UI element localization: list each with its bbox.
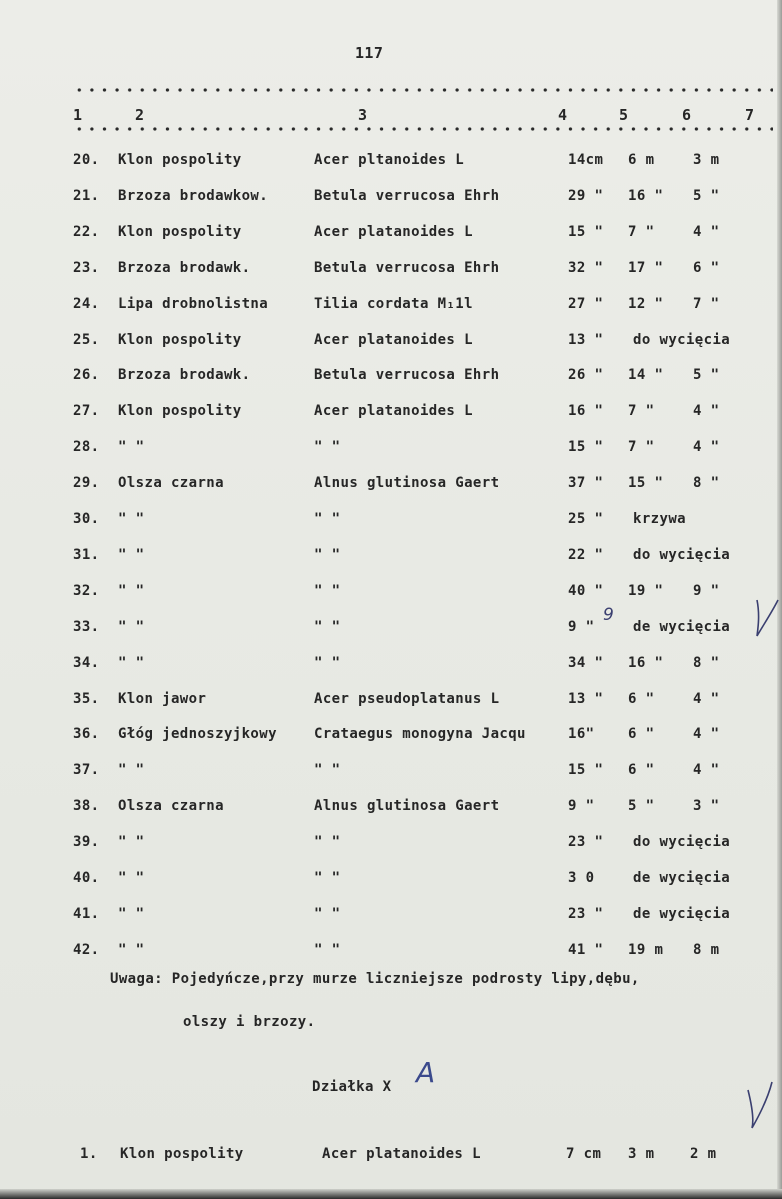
last-row-col-4: 7 cm bbox=[566, 1146, 602, 1162]
handwritten-correction: 9 bbox=[603, 605, 615, 625]
row-latin-name: " " bbox=[314, 655, 341, 671]
row-polish-name: Olsza czarna bbox=[118, 798, 224, 814]
row-number: 28. bbox=[73, 439, 100, 455]
row-polish-name: Klon pospolity bbox=[118, 224, 242, 240]
row-polish-name: " " bbox=[118, 439, 145, 455]
row-number: 27. bbox=[73, 403, 100, 419]
row-diameter: 15 " bbox=[568, 224, 604, 240]
row-height: 16 " bbox=[628, 188, 664, 204]
row-height: 17 " bbox=[628, 260, 664, 276]
row-crown-width: 5 " bbox=[693, 367, 720, 383]
row-height: 6 " bbox=[628, 691, 655, 707]
row-number: 33. bbox=[73, 619, 100, 635]
row-latin-name: " " bbox=[314, 942, 341, 958]
row-crown-width: 4 " bbox=[693, 726, 720, 742]
row-number: 25. bbox=[73, 332, 100, 348]
row-diameter: 32 " bbox=[568, 260, 604, 276]
row-note: de wycięcia bbox=[633, 906, 731, 922]
remark-line-2: olszy i brzozy. bbox=[183, 1014, 316, 1030]
row-number: 30. bbox=[73, 511, 100, 527]
row-number: 41. bbox=[73, 906, 100, 922]
header-col-2: 2 bbox=[135, 106, 145, 124]
row-diameter: 37 " bbox=[568, 475, 604, 491]
section-title: Działka X bbox=[312, 1079, 392, 1095]
row-crown-width: 9 " bbox=[693, 583, 720, 599]
row-diameter: 9 " bbox=[568, 619, 595, 635]
row-diameter: 25 " bbox=[568, 511, 604, 527]
row-polish-name: " " bbox=[118, 547, 145, 563]
row-polish-name: Klon pospolity bbox=[118, 152, 242, 168]
row-height: 16 " bbox=[628, 655, 664, 671]
row-number: 40. bbox=[73, 870, 100, 886]
row-polish-name: Lipa drobnolistna bbox=[118, 296, 269, 312]
handwritten-section-letter: A bbox=[416, 1056, 436, 1089]
row-diameter: 15 " bbox=[568, 762, 604, 778]
row-diameter: 13 " bbox=[568, 691, 604, 707]
row-height: 5 " bbox=[628, 798, 655, 814]
row-diameter: 13 " bbox=[568, 332, 604, 348]
row-latin-name: Acer platanoides L bbox=[314, 403, 473, 419]
row-diameter: 23 " bbox=[568, 834, 604, 850]
row-note: krzywa bbox=[633, 511, 686, 527]
row-number: 39. bbox=[73, 834, 100, 850]
row-number: 29. bbox=[73, 475, 100, 491]
row-diameter: 3 0 bbox=[568, 870, 595, 886]
row-latin-name: " " bbox=[314, 439, 341, 455]
row-latin-name: Acer pltanoides L bbox=[314, 152, 465, 168]
row-polish-name: " " bbox=[118, 942, 145, 958]
row-diameter: 41 " bbox=[568, 942, 604, 958]
row-crown-width: 8 " bbox=[693, 655, 720, 671]
row-latin-name: Crataegus monogyna Jacqu bbox=[314, 726, 526, 742]
header-col-1: 1 bbox=[73, 106, 83, 124]
check-mark-icon bbox=[748, 1082, 772, 1128]
row-crown-width: 3 m bbox=[693, 152, 720, 168]
header-col-3: 3 bbox=[358, 106, 368, 124]
row-number: 20. bbox=[73, 152, 100, 168]
row-height: 15 " bbox=[628, 475, 664, 491]
row-height: 7 " bbox=[628, 224, 655, 240]
row-polish-name: Brzoza brodawkow. bbox=[118, 188, 269, 204]
row-polish-name: " " bbox=[118, 834, 145, 850]
row-latin-name: " " bbox=[314, 583, 341, 599]
row-height: 6 " bbox=[628, 762, 655, 778]
row-number: 42. bbox=[73, 942, 100, 958]
row-number: 38. bbox=[73, 798, 100, 814]
row-polish-name: Klon pospolity bbox=[118, 332, 242, 348]
row-diameter: 27 " bbox=[568, 296, 604, 312]
row-note: do wycięcia bbox=[633, 834, 731, 850]
row-diameter: 34 " bbox=[568, 655, 604, 671]
row-height: 12 " bbox=[628, 296, 664, 312]
row-polish-name: " " bbox=[118, 511, 145, 527]
row-height: 7 " bbox=[628, 439, 655, 455]
header-col-6: 6 bbox=[682, 106, 692, 124]
row-note: do wycięcia bbox=[633, 547, 731, 563]
row-polish-name: " " bbox=[118, 619, 145, 635]
row-height: 14 " bbox=[628, 367, 664, 383]
header-col-5: 5 bbox=[619, 106, 629, 124]
row-crown-width: 4 " bbox=[693, 403, 720, 419]
row-diameter: 40 " bbox=[568, 583, 604, 599]
row-latin-name: " " bbox=[314, 619, 341, 635]
row-diameter: 16 " bbox=[568, 403, 604, 419]
row-height: 7 " bbox=[628, 403, 655, 419]
row-crown-width: 4 " bbox=[693, 439, 720, 455]
row-crown-width: 5 " bbox=[693, 188, 720, 204]
row-latin-name: " " bbox=[314, 870, 341, 886]
row-number: 31. bbox=[73, 547, 100, 563]
row-diameter: 14cm bbox=[568, 152, 604, 168]
row-crown-width: 6 " bbox=[693, 260, 720, 276]
row-diameter: 29 " bbox=[568, 188, 604, 204]
row-diameter: 22 " bbox=[568, 547, 604, 563]
row-latin-name: Tilia cordata M₁1l bbox=[314, 296, 473, 312]
row-polish-name: Olsza czarna bbox=[118, 475, 224, 491]
row-latin-name: " " bbox=[314, 762, 341, 778]
row-crown-width: 4 " bbox=[693, 762, 720, 778]
row-number: 34. bbox=[73, 655, 100, 671]
row-polish-name: Brzoza brodawk. bbox=[118, 367, 251, 383]
row-polish-name: Głóg jednoszyjkowy bbox=[118, 726, 277, 742]
row-latin-name: Acer platanoides L bbox=[314, 332, 473, 348]
row-latin-name: Alnus glutinosa Gaert bbox=[314, 798, 500, 814]
row-latin-name: " " bbox=[314, 511, 341, 527]
last-row-number: 1. bbox=[80, 1146, 98, 1162]
row-crown-width: 7 " bbox=[693, 296, 720, 312]
row-number: 22. bbox=[73, 224, 100, 240]
row-height: 6 m bbox=[628, 152, 655, 168]
last-row-col-6: 2 m bbox=[690, 1146, 717, 1162]
row-diameter: 23 " bbox=[568, 906, 604, 922]
page-number: 117 bbox=[355, 44, 384, 62]
row-crown-width: 4 " bbox=[693, 691, 720, 707]
last-row-latin: Acer platanoides L bbox=[322, 1146, 481, 1162]
row-polish-name: " " bbox=[118, 906, 145, 922]
row-number: 21. bbox=[73, 188, 100, 204]
row-polish-name: " " bbox=[118, 655, 145, 671]
row-number: 35. bbox=[73, 691, 100, 707]
check-mark-icon bbox=[757, 600, 778, 636]
row-diameter: 9 " bbox=[568, 798, 595, 814]
row-polish-name: Klon jawor bbox=[118, 691, 207, 707]
row-polish-name: " " bbox=[118, 583, 145, 599]
row-polish-name: Klon pospolity bbox=[118, 403, 242, 419]
row-diameter: 16" bbox=[568, 726, 595, 742]
row-note: de wycięcia bbox=[633, 870, 731, 886]
row-crown-width: 3 " bbox=[693, 798, 720, 814]
row-diameter: 26 " bbox=[568, 367, 604, 383]
row-height: 19 " bbox=[628, 583, 664, 599]
row-latin-name: Betula verrucosa Ehrh bbox=[314, 188, 500, 204]
row-polish-name: Brzoza brodawk. bbox=[118, 260, 251, 276]
row-latin-name: " " bbox=[314, 547, 341, 563]
row-crown-width: 8 m bbox=[693, 942, 720, 958]
header-col-7: 7 bbox=[745, 106, 755, 124]
row-polish-name: " " bbox=[118, 870, 145, 886]
row-diameter: 15 " bbox=[568, 439, 604, 455]
row-crown-width: 8 " bbox=[693, 475, 720, 491]
row-number: 23. bbox=[73, 260, 100, 276]
last-row-name: Klon pospolity bbox=[120, 1146, 244, 1162]
remark-line-1: Uwaga: Pojedyńcze,przy murze liczniejsze podrosty lipy,dębu, bbox=[110, 971, 640, 987]
row-number: 37. bbox=[73, 762, 100, 778]
header-col-4: 4 bbox=[558, 106, 568, 124]
row-number: 36. bbox=[73, 726, 100, 742]
row-latin-name: Betula verrucosa Ehrh bbox=[314, 260, 500, 276]
row-latin-name: Acer platanoides L bbox=[314, 224, 473, 240]
last-row-col-5: 3 m bbox=[628, 1146, 655, 1162]
row-polish-name: " " bbox=[118, 762, 145, 778]
row-note: de wycięcia bbox=[633, 619, 731, 635]
row-crown-width: 4 " bbox=[693, 224, 720, 240]
row-latin-name: Acer pseudoplatanus L bbox=[314, 691, 500, 707]
row-number: 26. bbox=[73, 367, 100, 383]
row-height: 6 " bbox=[628, 726, 655, 742]
row-latin-name: Betula verrucosa Ehrh bbox=[314, 367, 500, 383]
row-height: 19 m bbox=[628, 942, 664, 958]
row-note: do wycięcia bbox=[633, 332, 731, 348]
row-latin-name: Alnus glutinosa Gaert bbox=[314, 475, 500, 491]
row-number: 24. bbox=[73, 296, 100, 312]
row-latin-name: " " bbox=[314, 906, 341, 922]
row-number: 32. bbox=[73, 583, 100, 599]
row-latin-name: " " bbox=[314, 834, 341, 850]
